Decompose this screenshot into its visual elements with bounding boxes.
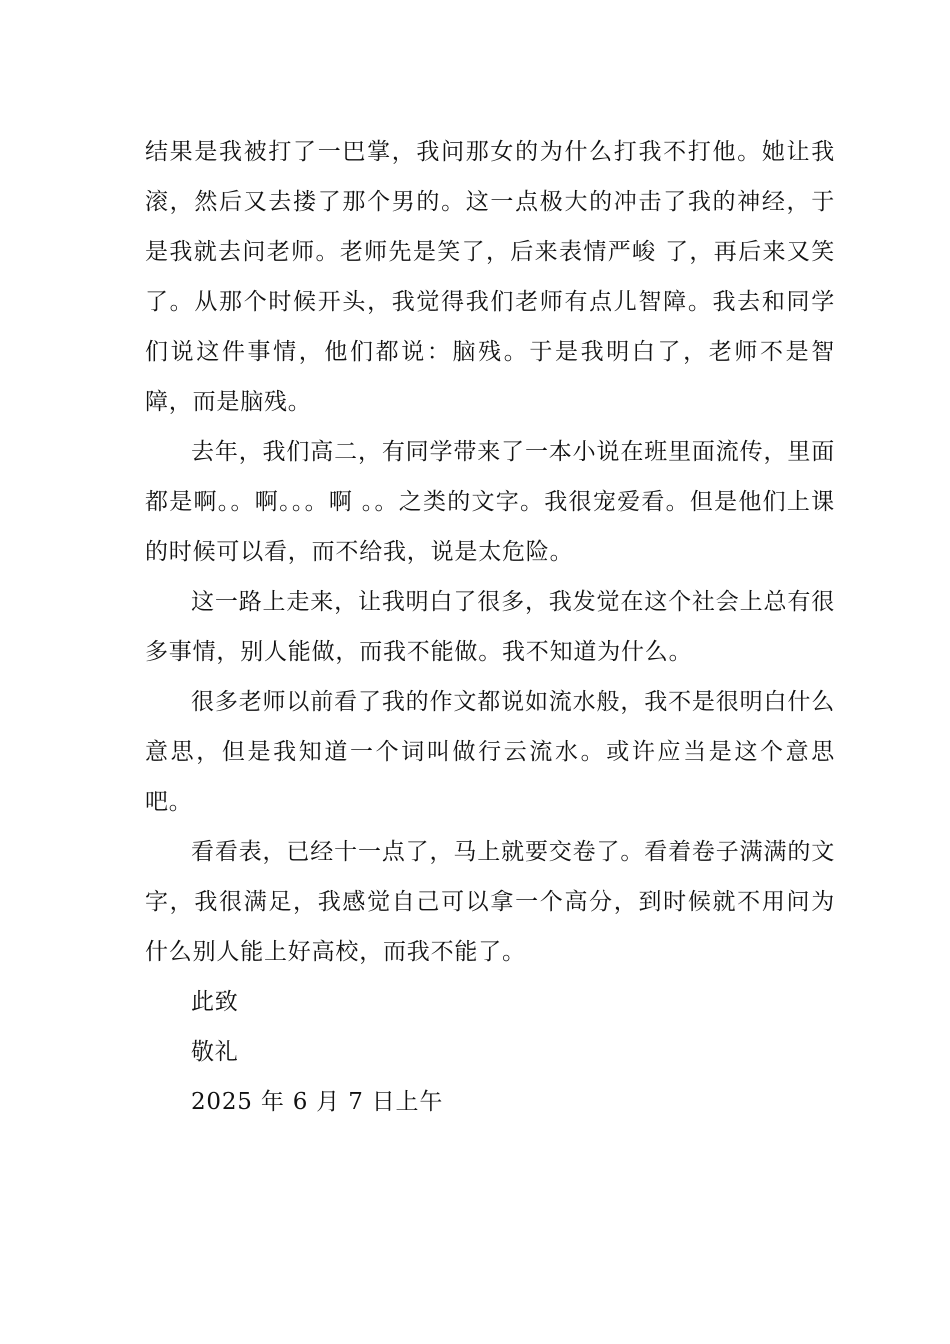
paragraph-3: 这一路上走来，让我明白了很多，我发觉在这个社会上总有很多事情，别人能做，而我不能做。我不知道为什么。 [145, 589, 835, 665]
paragraph-1: 结果是我被打了一巴掌，我问那女的为什么打我不打他。她让我滚，然后又去搂了那个男的。这一点极大的冲击了我的神经，于是我就去问老师。老师先是笑了，后来表情严峻 了，再后来又笑了。从那个时候开头，我觉得我们老师有点儿智障。我去和同学们说这件事情，他们都说：脑残。于是我明白了，老师不是智障，而是脑残。 [145, 139, 835, 415]
paragraph-5: 看看表，已经十一点了，马上就要交卷了。看着卷子满满的文字，我很满足，我感觉自己可以拿一个高分，到时候就不用问为什么别人能上好高校，而我不能了。 [145, 839, 835, 965]
closing-salutation: 此致 [191, 989, 239, 1015]
closing-date: 2025 年 6 月 7 日上午 [191, 1089, 444, 1115]
paragraph-2: 去年，我们高二，有同学带来了一本小说在班里面流传，里面都是啊。。啊。。。啊 。。之类的文字。我很宠爱看。但是他们上课的时候可以看，而不给我，说是太危险。 [145, 439, 835, 565]
paragraph-4: 很多老师以前看了我的作文都说如流水般，我不是很明白什么意思，但是我知道一个词叫做行云流水。或许应当是这个意思吧。 [145, 689, 835, 815]
closing-regards: 敬礼 [191, 1039, 239, 1065]
document-body [145, 127, 835, 1127]
